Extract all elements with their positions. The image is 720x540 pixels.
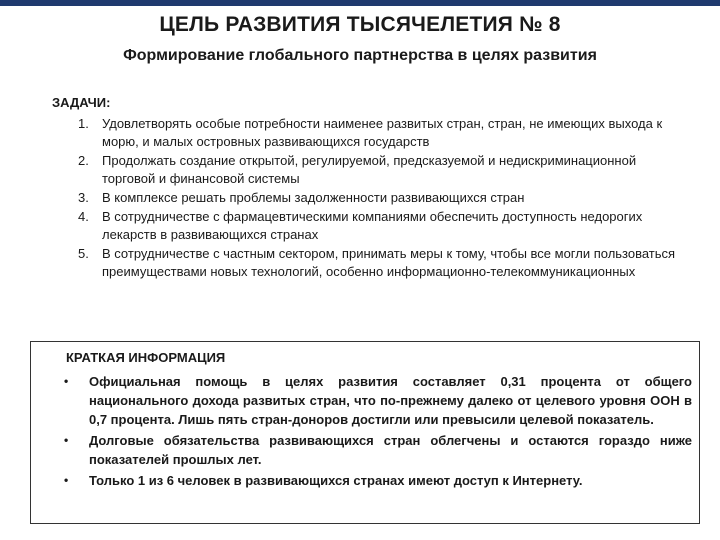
task-item (52, 245, 692, 281)
info-item (66, 431, 692, 469)
task-number: 4. (78, 209, 89, 224)
task-item (52, 152, 692, 188)
bullet-icon: • (64, 433, 69, 447)
summary-info-box (30, 341, 700, 524)
task-text: В сотрудничестве с частным сектором, принимать меры к тому, чтобы все могли пользоваться преимуществами новых технологий, особенно информационно-телекоммуникационных (102, 246, 676, 279)
info-item (66, 372, 692, 429)
task-item (52, 189, 692, 207)
task-text: Удовлетворять особые потребности наименее развитых стран, стран, не имеющих выхода к морю, и малых островных развивающихся государств (102, 116, 663, 149)
task-number: 2. (78, 153, 89, 168)
task-item (52, 208, 692, 244)
info-text: Только 1 из 6 человек в развивающихся странах имеют доступ к Интернету. (89, 473, 583, 488)
task-text: В комплексе решать проблемы задолженности развивающихся стран (102, 190, 525, 205)
task-number: 3. (78, 190, 89, 205)
page-subtitle: Формирование глобального партнерства в целях развития (123, 47, 597, 64)
info-item (66, 471, 692, 490)
info-text: Долговые обязательства развивающихся стран облегчены и остаются гораздо ниже показателей прошлых лет. (89, 433, 692, 467)
page-title: ЦЕЛЬ РАЗВИТИЯ ТЫСЯЧЕЛЕТИЯ № 8 (159, 13, 561, 36)
info-list (66, 372, 692, 492)
tasks-list (52, 115, 692, 282)
bullet-icon: • (64, 473, 69, 487)
info-heading: КРАТКАЯ ИНФОРМАЦИЯ (66, 350, 226, 365)
task-number: 5. (78, 246, 89, 261)
tasks-heading: ЗАДАЧИ: (52, 95, 111, 110)
top-accent-bar (0, 0, 720, 6)
task-text: В сотрудничестве с фармацевтическими компаниями обеспечить доступность недорогих лекарств в развивающихся странах (102, 209, 643, 242)
task-text: Продолжать создание открытой, регулируемой, предсказуемой и недискриминационной торговой и финансовой системы (102, 153, 637, 186)
task-number: 1. (78, 116, 89, 131)
bullet-icon: • (64, 374, 69, 388)
task-item (52, 115, 692, 151)
info-text: Официальная помощь в целях развития составляет 0,31 процента от общего национального дохода развитых стран, что по-прежнему далеко от целевого уровня ООН в 0,7 процента. Лишь пять стран-доноров достигли или превысили целевой показатель. (89, 374, 692, 427)
